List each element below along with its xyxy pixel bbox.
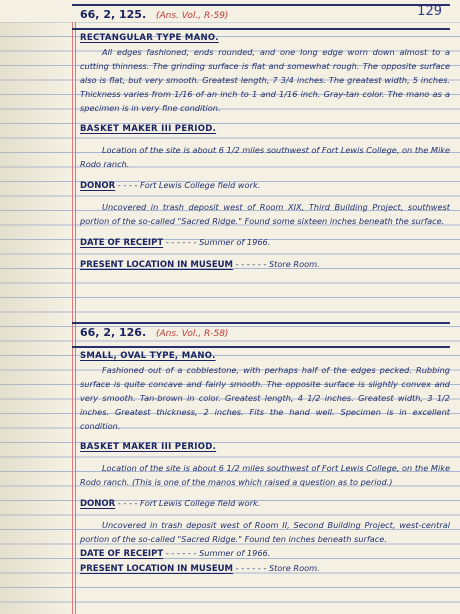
entry-uncovered: Uncovered in trash deposit west of Room II, Second Building Project, west-central portion of the so-called "Sacred Ridge." Found ten inches beneath surface. [80,520,450,544]
entry-period: BASKET MAKER III PERIOD. [80,124,217,134]
entry-title: SMALL, OVAL TYPE, MANO. [80,351,216,361]
entry-location: Location of the site is about 6 1/2 miles southwest of Fort Lewis College, on the Mike Rodo ranch. [80,145,450,169]
receipt-value: Summer of 1966. [199,548,271,558]
entry-period: BASKET MAKER III PERIOD. [80,442,217,452]
entry-header-box [72,4,450,30]
museum-row: PRESENT LOCATION IN MUSEUM - - - - - - Store Room. [80,563,320,574]
museum-label: PRESENT LOCATION IN MUSEUM [80,260,234,270]
donor-row: DONOR - - - - Fort Lewis College field work. [80,180,261,191]
donor-label: DONOR [80,499,116,509]
receipt-label: DATE OF RECEIPT [80,238,164,248]
margin-line [72,0,73,614]
receipt-row: DATE OF RECEIPT - - - - - - Summer of 1966. [80,548,271,559]
catalog-number: 66, 2, 126. [80,326,147,339]
museum-value: Store Room. [268,563,320,573]
museum-label: PRESENT LOCATION IN MUSEUM [80,564,234,574]
annotation: (Ans. Vol., R-58) [155,329,229,339]
donor-value: Fort Lewis College field work. [140,180,261,190]
catalog-entry-2 [80,322,450,576]
donor-value: Fort Lewis College field work. [140,498,261,508]
entry-title: RECTANGULAR TYPE MANO. [80,33,219,43]
page-number: 129 [417,4,442,19]
entry-uncovered: Uncovered in trash deposit west of Room XIX, Third Building Project, southwest portion of the so-called "Sacred Ridge." Found some sixteen inches beneath the surface. [80,202,450,226]
museum-row: PRESENT LOCATION IN MUSEUM - - - - - - Store Room. [80,259,320,270]
receipt-label: DATE OF RECEIPT [80,549,164,559]
page-shading [0,0,70,614]
entry-location: Location of the site is about 6 1/2 miles southwest of Fort Lewis College, on the Mike Rodo ranch. (This is one of the manos which raised a question as to period.) [80,463,450,487]
catalog-number: 66, 2, 125. [80,8,147,21]
receipt-row: DATE OF RECEIPT - - - - - - Summer of 1966. [80,237,271,248]
catalog-entry-1 [80,4,450,272]
donor-label: DONOR [80,181,116,191]
entry-description: Fashioned out of a cobblestone, with perhaps half of the edges pecked. Rubbing surface is quite concave and fairly smooth. The opposite surface is slightly convex and very smooth. Tan-brown in color. Greatest length, 4 1/2 inches. Greatest width, 3 1/2 inches. Greatest thickness, 2 inches. Fits the hand well. Specimen is in excellent condition. [80,365,450,431]
margin-line [75,0,76,614]
donor-row: DONOR - - - - Fort Lewis College field work. [80,498,261,509]
receipt-value: Summer of 1966. [199,237,271,247]
annotation: (Ans. Vol., R-59) [155,11,229,21]
entry-description: All edges fashioned, ends rounded, and one long edge worn down almost to a cutting thinness. The grinding surface is flat and somewhat rough. The opposite surface also is flat, but very smooth. Greatest length, 7 3/4 inches. The greatest width, 5 inches. Thickness varies from 1/16 of an inch to 1 and 1/16 inch. Gray-tan color. The mano as a specimen is in very fine condition. [80,47,450,113]
entry-header-box [72,322,450,348]
museum-value: Store Room. [268,259,320,269]
